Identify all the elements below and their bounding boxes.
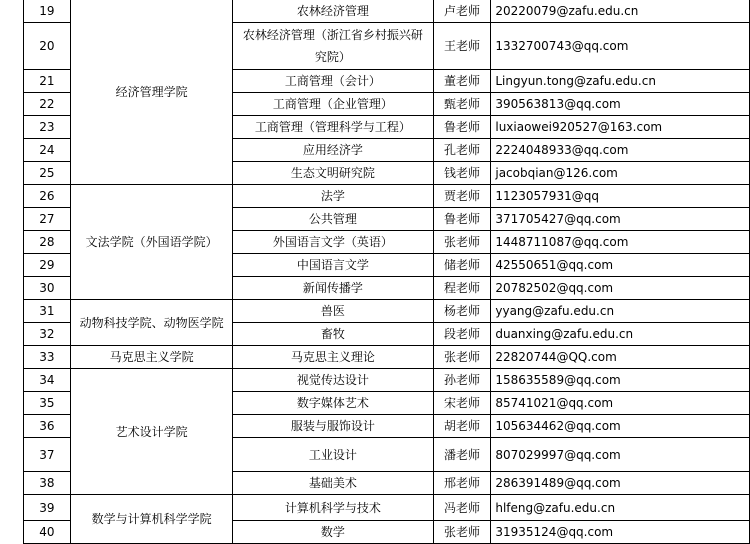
email-address: 1123057931@qq [491,185,750,208]
teacher-name: 储老师 [433,254,491,277]
row-number: 36 [24,415,71,438]
row-number: 31 [24,300,71,323]
row-number: 34 [24,369,71,392]
email-address: 1332700743@qq.com [491,23,750,70]
email-address: 158635589@qq.com [491,369,750,392]
row-number: 33 [24,346,71,369]
row-number: 26 [24,185,71,208]
major-name: 农林经济管理 [233,0,433,23]
teacher-name: 王老师 [433,23,491,70]
major-name: 数学 [233,521,433,544]
email-address: 20220079@zafu.edu.cn [491,0,750,23]
row-number: 29 [24,254,71,277]
email-address: 85741021@qq.com [491,392,750,415]
major-name: 视觉传达设计 [233,369,433,392]
email-address: yyang@zafu.edu.cn [491,300,750,323]
email-address: 390563813@qq.com [491,93,750,116]
teacher-name: 张老师 [433,231,491,254]
teacher-name: 孙老师 [433,369,491,392]
teacher-name: 贾老师 [433,185,491,208]
table-row [24,369,750,392]
teacher-name: 程老师 [433,277,491,300]
major-name: 计算机科学与技术 [233,495,433,521]
major-name: 工商管理（会计） [233,70,433,93]
row-number: 19 [24,0,71,23]
teacher-name: 钱老师 [433,162,491,185]
table-row [24,0,750,23]
major-name: 中国语言文学 [233,254,433,277]
major-name: 工商管理（企业管理） [233,93,433,116]
row-number: 25 [24,162,71,185]
college-name: 动物科技学院、动物医学院 [70,300,232,346]
teacher-name: 卢老师 [433,0,491,23]
table-row [24,346,750,369]
email-address: 1448711087@qq.com [491,231,750,254]
teacher-name: 邢老师 [433,472,491,495]
college-name: 经济管理学院 [70,0,232,185]
email-address: 371705427@qq.com [491,208,750,231]
major-name: 数字媒体艺术 [233,392,433,415]
row-number: 22 [24,93,71,116]
teacher-name: 张老师 [433,521,491,544]
teacher-name: 冯老师 [433,495,491,521]
email-address: jacobqian@126.com [491,162,750,185]
major-name: 基础美术 [233,472,433,495]
email-address: luxiaowei920527@163.com [491,116,750,139]
table-row [24,300,750,323]
teacher-name: 鲁老师 [433,116,491,139]
row-number: 20 [24,23,71,70]
row-number: 39 [24,495,71,521]
major-name: 法学 [233,185,433,208]
college-name: 马克思主义学院 [70,346,232,369]
major-name: 马克思主义理论 [233,346,433,369]
major-name: 新闻传播学 [233,277,433,300]
row-number: 38 [24,472,71,495]
major-name: 工商管理（管理科学与工程） [233,116,433,139]
row-number: 30 [24,277,71,300]
major-name: 工业设计 [233,438,433,472]
row-number: 28 [24,231,71,254]
email-address: Lingyun.tong@zafu.edu.cn [491,70,750,93]
teacher-name: 胡老师 [433,415,491,438]
row-number: 24 [24,139,71,162]
college-name: 文法学院（外国语学院） [70,185,232,300]
email-address: duanxing@zafu.edu.cn [491,323,750,346]
teacher-name: 潘老师 [433,438,491,472]
major-name: 生态文明研究院 [233,162,433,185]
major-name: 兽医 [233,300,433,323]
major-name: 应用经济学 [233,139,433,162]
row-number: 37 [24,438,71,472]
major-name: 公共管理 [233,208,433,231]
teacher-name: 孔老师 [433,139,491,162]
row-number: 23 [24,116,71,139]
major-name: 农林经济管理（浙江省乡村振兴研究院） [233,23,433,70]
table-row [24,495,750,521]
email-address: 2224048933@qq.com [491,139,750,162]
email-address: hlfeng@zafu.edu.cn [491,495,750,521]
table-row [24,185,750,208]
teacher-name: 宋老师 [433,392,491,415]
row-number: 35 [24,392,71,415]
row-number: 21 [24,70,71,93]
row-number: 40 [24,521,71,544]
contacts-table [23,0,750,544]
email-address: 31935124@qq.com [491,521,750,544]
email-address: 42550651@qq.com [491,254,750,277]
email-address: 807029997@qq.com [491,438,750,472]
major-name: 畜牧 [233,323,433,346]
teacher-name: 段老师 [433,323,491,346]
college-name: 艺术设计学院 [70,369,232,495]
teacher-name: 鲁老师 [433,208,491,231]
major-name: 外国语言文学（英语） [233,231,433,254]
email-address: 286391489@qq.com [491,472,750,495]
row-number: 27 [24,208,71,231]
email-address: 22820744@QQ.com [491,346,750,369]
major-name: 服装与服饰设计 [233,415,433,438]
teacher-name: 甄老师 [433,93,491,116]
teacher-name: 董老师 [433,70,491,93]
teacher-name: 张老师 [433,346,491,369]
college-name: 数学与计算机科学学院 [70,495,232,544]
row-number: 32 [24,323,71,346]
email-address: 105634462@qq.com [491,415,750,438]
teacher-name: 杨老师 [433,300,491,323]
email-address: 20782502@qq.com [491,277,750,300]
